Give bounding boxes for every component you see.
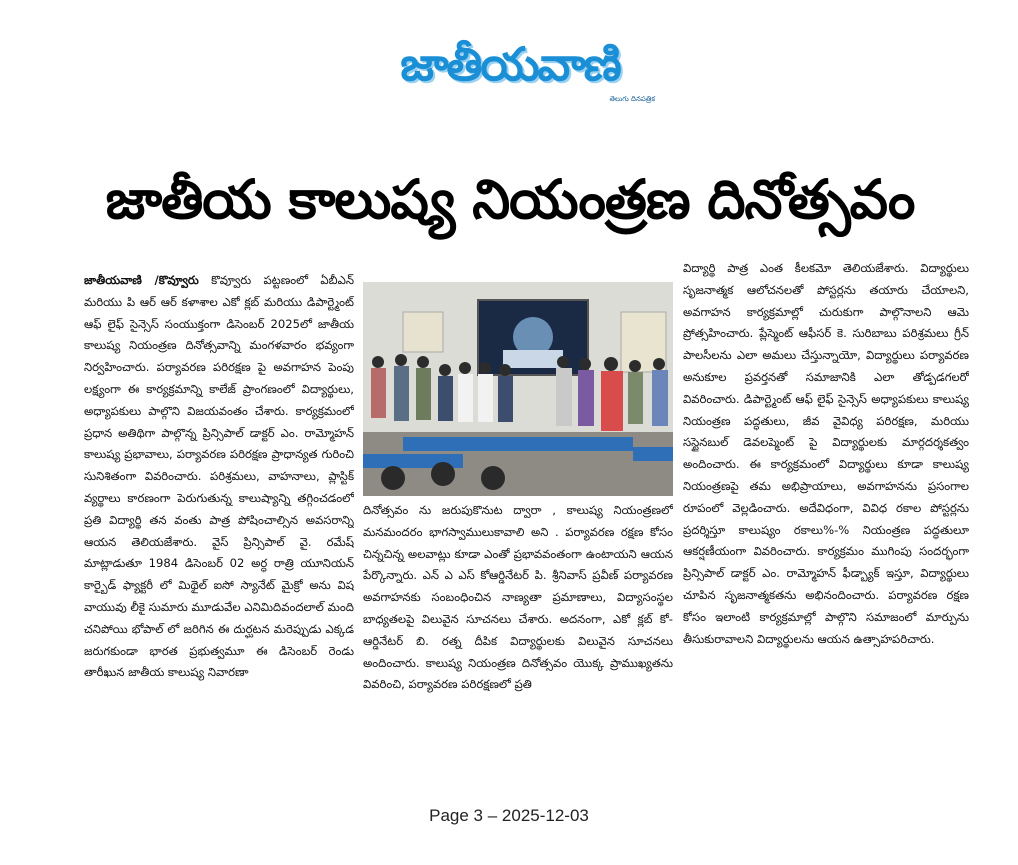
column-2-text: దినోత్సవం ను జరుపుకొనుట ద్వారా , కాలుష్య నియంత్రణలో మనమందరం భాగస్వాములుకావాలి అని . పర్యావరణ రక్షణ కోసం చిన్నచిన్న అలవాట్లు కూడా ఎంతో ప్రభావవంతంగా ఉంటాయని ఆయన పేర్కొన్నారు. ఎన్ ఎ ఎస్ కోఆర్డినేటర్ పి. శ్రీనివాస్ ప్రవీణ్ పర్యావరణ అవగాహనకు సంబంధించిన నాణ్యతా ప్రమాణాలు, విద్యాసంస్థల బాధ్యతలపై విలువైన సూచనలు చేశారు. అదనంగా, ఎకో క్లబ్ కో-ఆర్డినేటర్ బి. రత్న దీపిక విద్యార్థులకు విలువైన సూచనలు అందించారు. కాలుష్య నియంత్రణ దినోత్సవం యొక్క ప్రాముఖ్యతను వివరించి, పర్యావరణ పరిరక్షణలో ప్రతి — [363, 503, 673, 692]
logo-tagline: తెలుగు దినపత్రిక — [609, 95, 655, 103]
dateline: జాతీయవాణి /కొవ్వూరు — [84, 273, 199, 287]
masthead — [361, 31, 659, 105]
group-photo-icon — [363, 282, 673, 496]
page-footer: Page 3 – 2025-12-03 — [429, 806, 589, 825]
logo-text: జాతీయవాణి — [400, 37, 620, 91]
newspaper-logo — [361, 31, 659, 97]
column-3-text: విద్యార్థి పాత్ర ఎంత కీలకమో తెలియజేశారు. విద్యార్థులు సృజనాత్మక ఆలోచనలతో పోస్టర్లను తయారు చేయాలని, అవగాహన కార్యక్రమాల్లో చురుకుగా పాల్గొనాలని ఆమె ప్రోత్సహించారు. ప్లేస్మెంట్ ఆఫీసర్ కె. సురిబాబు పరిశ్రమలు గ్రీన్ పాలసీలను ఎలా అమలు చేస్తున్నాయో, విద్యార్థులు పర్యావరణ అనుకూల ప్రవర్తనతో సమాజానికి ఎలా తోడ్పడగలరో వివరించారు. డిపార్ట్మెంట్ ఆఫ్ లైఫ్ సైన్సెస్ అధ్యాపకులు కాలుష్య నియంత్రణ పద్ధతులు, జీవ వైవిధ్య పరిరక్షణ, మరియు సస్టైనబుల్ డెవలప్మెంట్ పై విద్యార్థులకు మార్గదర్శకత్వం అందించారు. ఈ కార్యక్రమంలో విద్యార్థులు కూడా కాలుష్య నియంత్రణపై తమ అభిప్రాయాలు, అవగాహనను ప్రసంగాల రూపంలో వెల్లడించారు. అదేవిధంగా, వివిధ రకాల పోస్టర్లను ప్రదర్శిస్తూ కాలుష్యం రకాలు%-% నియంత్రణ పద్ధతులూ ఆకర్షణీయంగా వివరించారు. కార్యక్రమం ముగింపు సందర్భంగా ప్రిన్సిపాల్ డాక్టర్ ఎం. రామ్మోహన్ ఫీడ్బ్యాక్ ఇస్తూ, విద్యార్థులు చూపిన సృజనాత్మకతను అభినందించారు. పర్యావరణ రక్షణ కోసం ఇలాంటి కార్యక్రమాల్లో పాల్గొని సమాజంలో మార్పును తీసుకురావాలని విద్యార్థులను ఆయన ఉత్సాహపరిచారు. — [683, 261, 969, 646]
article-column-1 — [84, 270, 354, 760]
event-photo — [363, 282, 673, 496]
column-1-text: కొవ్వూరు పట్టణంలో ఏబీఎన్ మరియు పి ఆర్ ఆర్ కళాశాల ఎకో క్లబ్ మరియు డిపార్ట్మెంట్ ఆఫ్ లైఫ్ సైన్సెస్ సంయుక్తంగా డిసెంబర్ 2025లో జాతీయ కాలుష్య నియంత్రణ దినోత్సవాన్ని మంగళవారం భవ్యంగా నిర్వహించారు. పర్యావరణ పరిరక్షణ పై అవగాహన పెంపు లక్ష్యంగా ఈ కార్యక్రమాన్ని కాలేజ్ ప్రాంగణంలో విద్యార్థులు, అధ్యాపకులు పాల్గొని విజయవంతం చేశారు. కార్యక్రమంలో ప్రధాన అతిథిగా పాల్గొన్న ప్రిన్సిపాల్ డాక్టర్ ఎం. రామ్మోహన్ కాలుష్య ప్రభావాలు, పర్యావరణ పరిరక్షణ ప్రాధాన్యత గురించి సునిశితంగా వివరించారు. పరిశ్రమలు, వాహనాలు, ప్లాస్టిక్ వ్యర్థాలు కారణంగా పెరుగుతున్న కాలుష్యాన్ని తగ్గించడంలో ప్రతి విద్యార్థి తన వంతు పాత్ర పోషించాల్సిన అవసరాన్ని ఆయన తెలియజేశారు. వైస్ ప్రిన్సిపాల్ వై. రమేష్ మాట్లాడుతూ 1984 డిసెంబర్ 02 అర్ధ రాత్రి యూనియన్ కార్బైడ్ ఫ్యాక్టరీ లో మిథైల్ ఐసో స్యానేట్ మైక్రో అను విష వాయువు లీకై సుమారు మూడువేల ఎనిమిదివందలాల్ మంది చనిపోయి భోపాల్ లో జరిగిన ఈ దుర్ఘటన మరెప్పుడు ఎక్కడ జరుగకుండా భారత ప్రభుత్వమూ ఈ డిసెంబర్ రెండు తారీఖున జాతీయ కాలుష్య నివారణా — [84, 273, 354, 680]
article-column-2 — [363, 500, 673, 755]
article-column-3 — [683, 258, 969, 758]
article-headline: జాతీయ కాలుష్య నియంత్రణ దినోత్సవం — [105, 168, 915, 231]
